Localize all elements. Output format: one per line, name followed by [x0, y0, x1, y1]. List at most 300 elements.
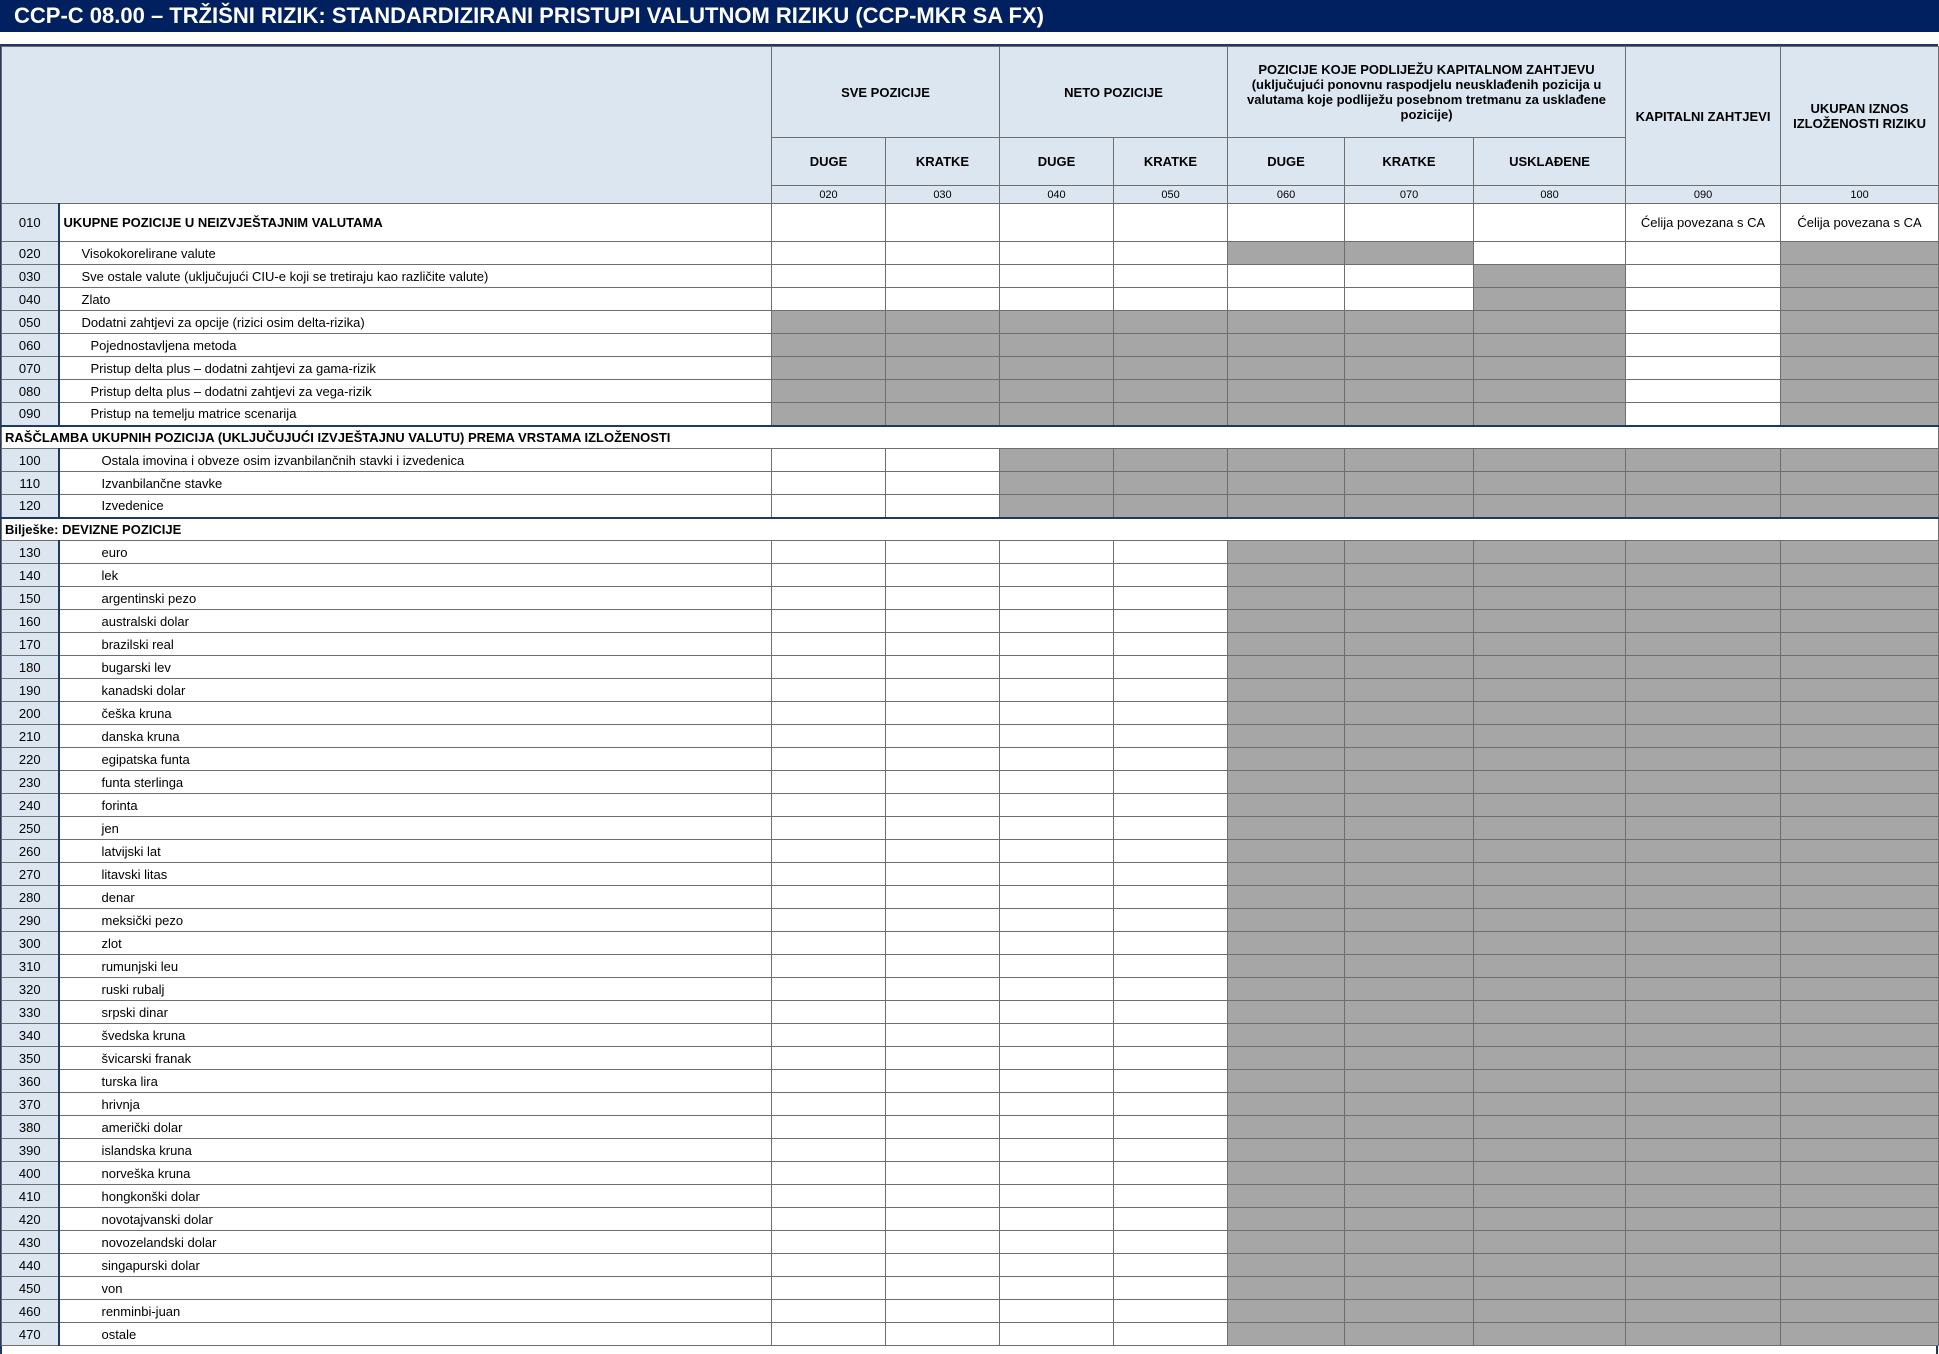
input-cell[interactable]	[772, 840, 886, 863]
input-cell[interactable]	[772, 204, 886, 242]
disabled-cell	[1345, 886, 1474, 909]
disabled-cell	[1474, 541, 1626, 564]
input-cell[interactable]	[1114, 564, 1228, 587]
input-cell[interactable]	[1114, 1024, 1228, 1047]
ca-linked-cell[interactable]: Ćelija povezana s CA	[1781, 204, 1939, 242]
disabled-cell	[1474, 288, 1626, 311]
disabled-cell	[1000, 403, 1114, 426]
input-cell[interactable]	[772, 610, 886, 633]
input-cell[interactable]	[886, 932, 1000, 955]
row-code: 400	[2, 1162, 59, 1185]
section-title: Bilješke: DEVIZNE POZICIJE	[2, 518, 1939, 541]
disabled-cell	[1626, 587, 1781, 610]
input-cell[interactable]	[1114, 1162, 1228, 1185]
disabled-cell	[1474, 909, 1626, 932]
disabled-cell	[1781, 1277, 1939, 1300]
input-cell[interactable]	[1000, 1024, 1114, 1047]
input-cell[interactable]	[1000, 1231, 1114, 1254]
input-cell[interactable]	[772, 725, 886, 748]
disabled-cell	[1626, 1323, 1781, 1346]
input-cell[interactable]	[1114, 1047, 1228, 1070]
disabled-cell	[1345, 1093, 1474, 1116]
input-cell[interactable]	[772, 242, 886, 265]
input-cell[interactable]	[1114, 955, 1228, 978]
input-cell[interactable]	[1114, 817, 1228, 840]
disabled-cell	[1626, 1139, 1781, 1162]
input-cell[interactable]	[772, 656, 886, 679]
input-cell[interactable]	[886, 587, 1000, 610]
row-label: UKUPNE POZICIJE U NEIZVJEŠTAJNIM VALUTAMA	[59, 204, 772, 242]
input-cell[interactable]	[1000, 204, 1114, 242]
input-cell[interactable]	[772, 1277, 886, 1300]
input-cell[interactable]	[772, 1116, 886, 1139]
input-cell[interactable]	[886, 1047, 1000, 1070]
input-cell[interactable]	[1114, 265, 1228, 288]
input-cell[interactable]	[1000, 587, 1114, 610]
input-cell[interactable]	[1000, 1185, 1114, 1208]
input-cell[interactable]	[1114, 702, 1228, 725]
input-cell[interactable]	[1000, 288, 1114, 311]
row-label: hrivnja	[59, 1093, 772, 1116]
input-cell[interactable]	[1000, 794, 1114, 817]
input-cell[interactable]	[1114, 1116, 1228, 1139]
input-cell[interactable]	[772, 587, 886, 610]
disabled-cell	[1000, 334, 1114, 357]
disabled-cell	[1626, 978, 1781, 1001]
input-cell[interactable]	[1000, 1047, 1114, 1070]
input-cell[interactable]	[886, 725, 1000, 748]
disabled-cell	[1345, 1116, 1474, 1139]
input-cell[interactable]	[1474, 242, 1626, 265]
disabled-cell	[1114, 311, 1228, 334]
table-row	[2, 1116, 1939, 1139]
input-cell[interactable]	[1000, 242, 1114, 265]
input-cell[interactable]	[1000, 1254, 1114, 1277]
input-cell[interactable]	[1000, 1116, 1114, 1139]
input-cell[interactable]	[1114, 1277, 1228, 1300]
disabled-cell	[1228, 817, 1345, 840]
input-cell[interactable]	[886, 771, 1000, 794]
input-cell[interactable]	[772, 288, 886, 311]
disabled-cell	[1345, 702, 1474, 725]
input-cell[interactable]	[1000, 725, 1114, 748]
disabled-cell	[1228, 1139, 1345, 1162]
disabled-cell	[1345, 403, 1474, 426]
disabled-cell	[1114, 380, 1228, 403]
input-cell[interactable]	[1228, 265, 1345, 288]
input-cell[interactable]	[1626, 288, 1781, 311]
table-row	[2, 1070, 1939, 1093]
input-cell[interactable]	[1000, 1277, 1114, 1300]
disabled-cell	[1474, 1277, 1626, 1300]
disabled-cell	[886, 311, 1000, 334]
input-cell[interactable]	[886, 909, 1000, 932]
input-cell[interactable]	[1000, 564, 1114, 587]
input-cell[interactable]	[886, 472, 1000, 495]
input-cell[interactable]	[1626, 403, 1781, 426]
input-cell[interactable]	[1228, 288, 1345, 311]
row-code: 190	[2, 679, 59, 702]
input-cell[interactable]	[772, 265, 886, 288]
input-cell[interactable]	[1000, 265, 1114, 288]
disabled-cell	[1345, 725, 1474, 748]
disabled-cell	[1781, 265, 1939, 288]
input-cell[interactable]	[886, 1231, 1000, 1254]
disabled-cell	[1345, 311, 1474, 334]
row-code: 090	[2, 403, 59, 426]
input-cell[interactable]	[1114, 633, 1228, 656]
input-cell[interactable]	[886, 1300, 1000, 1323]
disabled-cell	[772, 380, 886, 403]
input-cell[interactable]	[886, 863, 1000, 886]
input-cell[interactable]	[886, 886, 1000, 909]
disabled-cell	[1474, 1208, 1626, 1231]
input-cell[interactable]	[886, 1093, 1000, 1116]
input-cell[interactable]	[886, 1162, 1000, 1185]
input-cell[interactable]	[772, 1024, 886, 1047]
column-code: 070	[1345, 186, 1474, 204]
input-cell[interactable]	[772, 886, 886, 909]
input-cell[interactable]	[772, 978, 886, 1001]
input-cell[interactable]	[886, 541, 1000, 564]
input-cell[interactable]	[772, 955, 886, 978]
disabled-cell	[1474, 679, 1626, 702]
input-cell[interactable]	[886, 1277, 1000, 1300]
row-code: 130	[2, 541, 59, 564]
row-label: von	[59, 1277, 772, 1300]
disabled-cell	[1345, 1001, 1474, 1024]
input-cell[interactable]	[886, 817, 1000, 840]
input-cell[interactable]	[1114, 1300, 1228, 1323]
input-cell[interactable]	[772, 932, 886, 955]
disabled-cell	[1781, 1323, 1939, 1346]
table-row	[2, 334, 1939, 357]
row-code: 310	[2, 955, 59, 978]
input-cell[interactable]	[772, 1231, 886, 1254]
input-cell[interactable]	[772, 817, 886, 840]
input-cell[interactable]	[1114, 932, 1228, 955]
disabled-cell	[886, 334, 1000, 357]
input-cell[interactable]	[772, 472, 886, 495]
input-cell[interactable]	[1114, 725, 1228, 748]
input-cell[interactable]	[1000, 978, 1114, 1001]
input-cell[interactable]	[772, 495, 886, 518]
input-cell[interactable]	[1626, 334, 1781, 357]
input-cell[interactable]	[1000, 610, 1114, 633]
input-cell[interactable]	[1114, 794, 1228, 817]
input-cell[interactable]	[772, 1139, 886, 1162]
input-cell[interactable]	[772, 1300, 886, 1323]
input-cell[interactable]	[772, 771, 886, 794]
input-cell[interactable]	[772, 1185, 886, 1208]
input-cell[interactable]	[1114, 587, 1228, 610]
input-cell[interactable]	[772, 1070, 886, 1093]
input-cell[interactable]	[1000, 541, 1114, 564]
disabled-cell	[1781, 311, 1939, 334]
input-cell[interactable]	[772, 633, 886, 656]
disabled-cell	[772, 311, 886, 334]
input-cell[interactable]	[886, 978, 1000, 1001]
disabled-cell	[1114, 472, 1228, 495]
input-cell[interactable]	[886, 748, 1000, 771]
disabled-cell	[1228, 564, 1345, 587]
input-cell[interactable]	[1000, 863, 1114, 886]
disabled-cell	[1626, 1001, 1781, 1024]
column-code: 060	[1228, 186, 1345, 204]
input-cell[interactable]	[772, 1323, 886, 1346]
disabled-cell	[1000, 495, 1114, 518]
input-cell[interactable]	[1000, 702, 1114, 725]
input-cell[interactable]	[772, 1001, 886, 1024]
input-cell[interactable]	[1000, 1139, 1114, 1162]
input-cell[interactable]	[1626, 242, 1781, 265]
input-cell[interactable]	[1114, 1208, 1228, 1231]
input-cell[interactable]	[1345, 265, 1474, 288]
input-cell[interactable]	[886, 1208, 1000, 1231]
disabled-cell	[1345, 564, 1474, 587]
disabled-cell	[1474, 610, 1626, 633]
table-row	[2, 817, 1939, 840]
input-cell[interactable]	[1114, 679, 1228, 702]
input-cell[interactable]	[1000, 633, 1114, 656]
disabled-cell	[1474, 702, 1626, 725]
input-cell[interactable]	[1114, 1001, 1228, 1024]
disabled-cell	[1228, 932, 1345, 955]
input-cell[interactable]	[1000, 909, 1114, 932]
row-label: singapurski dolar	[59, 1254, 772, 1277]
row-code: 340	[2, 1024, 59, 1047]
input-cell[interactable]	[886, 1070, 1000, 1093]
input-cell[interactable]	[1000, 1323, 1114, 1346]
row-label: ostale	[59, 1323, 772, 1346]
table-row	[2, 725, 1939, 748]
input-cell[interactable]	[886, 1116, 1000, 1139]
input-cell[interactable]	[1114, 1185, 1228, 1208]
input-cell[interactable]	[1626, 380, 1781, 403]
input-cell[interactable]	[886, 610, 1000, 633]
input-cell[interactable]	[772, 679, 886, 702]
input-cell[interactable]	[1000, 748, 1114, 771]
input-cell[interactable]	[886, 495, 1000, 518]
disabled-cell	[1345, 1070, 1474, 1093]
input-cell[interactable]	[886, 1185, 1000, 1208]
input-cell[interactable]	[1114, 1323, 1228, 1346]
table-row	[2, 748, 1939, 771]
disabled-cell	[1345, 495, 1474, 518]
input-cell[interactable]	[1114, 886, 1228, 909]
disabled-cell	[1474, 449, 1626, 472]
input-cell[interactable]	[886, 204, 1000, 242]
disabled-cell	[1228, 863, 1345, 886]
disabled-cell	[1474, 403, 1626, 426]
input-cell[interactable]	[886, 449, 1000, 472]
input-cell[interactable]	[886, 679, 1000, 702]
row-label: egipatska funta	[59, 748, 772, 771]
row-label: Sve ostale valute (uključujući CIU-e koji se tretiraju kao različite valute)	[59, 265, 772, 288]
input-cell[interactable]	[886, 702, 1000, 725]
input-cell[interactable]	[886, 288, 1000, 311]
input-cell[interactable]	[1000, 932, 1114, 955]
input-cell[interactable]	[1000, 656, 1114, 679]
disabled-cell	[1626, 840, 1781, 863]
input-cell[interactable]	[1114, 748, 1228, 771]
input-cell[interactable]	[886, 1323, 1000, 1346]
input-cell[interactable]	[1114, 840, 1228, 863]
disabled-cell	[1474, 771, 1626, 794]
disabled-cell	[1228, 1070, 1345, 1093]
disabled-cell	[1474, 1047, 1626, 1070]
input-cell[interactable]	[772, 449, 886, 472]
input-cell[interactable]	[1345, 288, 1474, 311]
input-cell[interactable]	[1000, 1300, 1114, 1323]
disabled-cell	[1474, 1185, 1626, 1208]
disabled-cell	[1474, 1070, 1626, 1093]
table-row	[2, 955, 1939, 978]
disabled-cell	[1474, 357, 1626, 380]
input-cell[interactable]	[1000, 1208, 1114, 1231]
disabled-cell	[1345, 242, 1474, 265]
input-cell[interactable]	[1114, 863, 1228, 886]
table-row	[2, 495, 1939, 518]
disabled-cell	[1781, 1208, 1939, 1231]
input-cell[interactable]	[1000, 1093, 1114, 1116]
input-cell[interactable]	[886, 1254, 1000, 1277]
input-cell[interactable]	[886, 1001, 1000, 1024]
disabled-cell	[1781, 357, 1939, 380]
input-cell[interactable]	[1114, 656, 1228, 679]
disabled-cell	[1345, 334, 1474, 357]
disabled-cell	[1781, 1231, 1939, 1254]
disabled-cell	[1228, 1254, 1345, 1277]
disabled-cell	[1345, 978, 1474, 1001]
row-label: australski dolar	[59, 610, 772, 633]
table-row	[2, 932, 1939, 955]
input-cell[interactable]	[1114, 1231, 1228, 1254]
input-cell[interactable]	[772, 794, 886, 817]
input-cell[interactable]	[886, 794, 1000, 817]
table-row	[2, 288, 1939, 311]
input-cell[interactable]	[1114, 978, 1228, 1001]
row-label: kanadski dolar	[59, 679, 772, 702]
disabled-cell	[886, 380, 1000, 403]
input-cell[interactable]	[1114, 909, 1228, 932]
input-cell[interactable]	[772, 863, 886, 886]
input-cell[interactable]	[1114, 541, 1228, 564]
input-cell[interactable]	[1000, 1070, 1114, 1093]
input-cell[interactable]	[886, 955, 1000, 978]
input-cell[interactable]	[1626, 311, 1781, 334]
disabled-cell	[1781, 288, 1939, 311]
disabled-cell	[1626, 1116, 1781, 1139]
input-cell[interactable]	[1114, 1254, 1228, 1277]
input-cell[interactable]	[886, 1139, 1000, 1162]
input-cell[interactable]	[772, 1047, 886, 1070]
disabled-cell	[1626, 1277, 1781, 1300]
disabled-cell	[1345, 541, 1474, 564]
disabled-cell	[1474, 978, 1626, 1001]
input-cell[interactable]	[772, 564, 886, 587]
disabled-cell	[1228, 495, 1345, 518]
disabled-cell	[1345, 1185, 1474, 1208]
input-cell[interactable]	[1000, 1001, 1114, 1024]
input-cell[interactable]	[1626, 357, 1781, 380]
input-cell[interactable]	[1228, 204, 1345, 242]
input-cell[interactable]	[772, 702, 886, 725]
disabled-cell	[1781, 1116, 1939, 1139]
column-code: 100	[1781, 186, 1939, 204]
input-cell[interactable]	[1000, 955, 1114, 978]
input-cell[interactable]	[772, 1093, 886, 1116]
input-cell[interactable]	[886, 633, 1000, 656]
input-cell[interactable]	[1000, 886, 1114, 909]
input-cell[interactable]	[886, 1024, 1000, 1047]
row-code: 360	[2, 1070, 59, 1093]
input-cell[interactable]	[886, 265, 1000, 288]
disabled-cell	[1474, 656, 1626, 679]
input-cell[interactable]	[1114, 204, 1228, 242]
input-cell[interactable]	[1114, 1070, 1228, 1093]
input-cell[interactable]	[772, 748, 886, 771]
row-code: 120	[2, 495, 59, 518]
input-cell[interactable]	[772, 1254, 886, 1277]
table-row	[2, 1001, 1939, 1024]
input-cell[interactable]	[886, 840, 1000, 863]
disabled-cell	[1626, 1254, 1781, 1277]
input-cell[interactable]	[1000, 1162, 1114, 1185]
disabled-cell	[1345, 794, 1474, 817]
disabled-cell	[1345, 817, 1474, 840]
input-cell[interactable]	[772, 1162, 886, 1185]
disabled-cell	[1114, 403, 1228, 426]
disabled-cell	[1781, 610, 1939, 633]
input-cell[interactable]	[1474, 204, 1626, 242]
section-title: RAŠČLAMBA UKUPNIH POZICIJA (UKLJUČUJUĆI IZVJEŠTAJNU VALUTU) PREMA VRSTAMA IZLOŽENOSTI	[2, 426, 1939, 449]
input-cell[interactable]	[1114, 288, 1228, 311]
disabled-cell	[1626, 863, 1781, 886]
input-cell[interactable]	[1114, 771, 1228, 794]
input-cell[interactable]	[886, 564, 1000, 587]
disabled-cell	[1626, 1024, 1781, 1047]
disabled-cell	[1228, 840, 1345, 863]
disabled-cell	[1345, 656, 1474, 679]
input-cell[interactable]	[886, 242, 1000, 265]
ca-linked-cell[interactable]: Ćelija povezana s CA	[1626, 204, 1781, 242]
input-cell[interactable]	[1000, 817, 1114, 840]
table-row	[2, 1208, 1939, 1231]
input-cell[interactable]	[886, 656, 1000, 679]
input-cell[interactable]	[1114, 1093, 1228, 1116]
input-cell[interactable]	[1114, 1139, 1228, 1162]
column-code: 090	[1626, 186, 1781, 204]
disabled-cell	[1228, 1047, 1345, 1070]
input-cell[interactable]	[1114, 610, 1228, 633]
disabled-cell	[1228, 403, 1345, 426]
disabled-cell	[1474, 1116, 1626, 1139]
disabled-cell	[1474, 794, 1626, 817]
input-cell[interactable]	[772, 909, 886, 932]
input-cell[interactable]	[1000, 679, 1114, 702]
input-cell[interactable]	[1114, 242, 1228, 265]
input-cell[interactable]	[1000, 840, 1114, 863]
input-cell[interactable]	[1000, 771, 1114, 794]
input-cell[interactable]	[1345, 204, 1474, 242]
disabled-cell	[1626, 1162, 1781, 1185]
input-cell[interactable]	[1626, 265, 1781, 288]
input-cell[interactable]	[772, 541, 886, 564]
disabled-cell	[886, 357, 1000, 380]
input-cell[interactable]	[772, 1208, 886, 1231]
row-label: danska kruna	[59, 725, 772, 748]
